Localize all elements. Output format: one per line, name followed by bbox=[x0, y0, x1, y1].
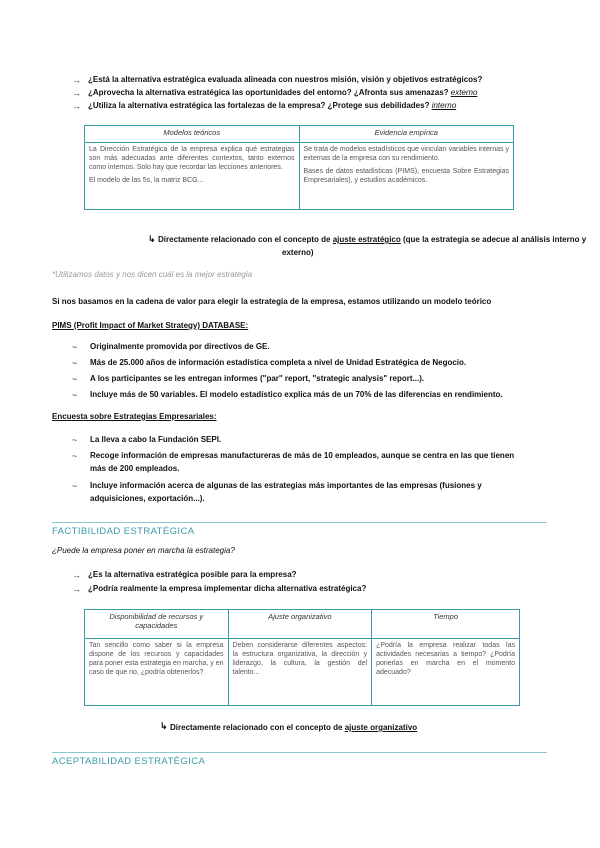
section-divider bbox=[52, 522, 547, 523]
table-cell-evidence bbox=[299, 143, 514, 210]
factibilidad-question: ¿Podría realmente la empresa implementar dicha alternativa estratégica? bbox=[88, 584, 367, 593]
table-header-resources: Disponibilidad de recursos y capacidades bbox=[85, 610, 229, 639]
encuesta-item: La lleva a cabo la Fundación SEPI. bbox=[90, 435, 222, 444]
tilde-bullet-icon: ~ bbox=[72, 451, 78, 461]
question-3-emphasis: interno bbox=[431, 101, 457, 110]
table-cell-models bbox=[85, 143, 300, 210]
pims-item: Más de 25.000 años de información estadística completa a nivel de Unidad Estratégica de Negocio. bbox=[90, 358, 467, 367]
pims-title: PIMS (Profit Impact of Market Strategy) DATABASE: bbox=[52, 321, 249, 330]
tilde-bullet-icon: ~ bbox=[72, 435, 78, 445]
question-1: ¿Está la alternativa estratégica evaluada alineada con nuestros misión, visión y objetivos estratégicos? bbox=[88, 75, 483, 84]
evidence-example: Bases de datos estadísticas (PIMS), encuesta Sobre Estrategias Empresariales), y estudios académicos. bbox=[303, 168, 509, 184]
question-3 bbox=[88, 101, 456, 111]
table-header-time: Tiempo bbox=[372, 610, 520, 639]
encuesta-title: Encuesta sobre Estrategias Empresariales: bbox=[52, 412, 217, 421]
tilde-bullet-icon: ~ bbox=[72, 481, 78, 491]
pims-item: Originalmente promovida por directivos de GE. bbox=[90, 342, 270, 351]
table-cell-time: ¿Podría la empresa realizar todas las actividades necesarias a tiempo? ¿Podría ponerlas en marcha en el momento adecuado? bbox=[372, 639, 520, 706]
tilde-bullet-icon: ~ bbox=[72, 390, 78, 400]
arrow-bullet-icon: → bbox=[72, 88, 81, 98]
note2-term: ajuste organizativo bbox=[344, 723, 418, 732]
organizational-fit-note bbox=[170, 723, 417, 733]
note1-suffix: (que la estrategia se adecue al análisis interno y bbox=[400, 235, 587, 244]
pims-item: Incluye más de 50 variables. El modelo estadístico explica más de un 70% de las diferencias en rendimiento. bbox=[90, 390, 503, 399]
encuesta-item: Incluye información acerca de algunas de las estrategias más importantes de las empresas (fusiones y bbox=[90, 481, 482, 490]
strategic-fit-note-line2: externo) bbox=[282, 248, 314, 257]
feasibility-table bbox=[84, 609, 520, 706]
note2-prefix: Directamente relacionado con el concepto de bbox=[170, 723, 345, 732]
models-table bbox=[84, 125, 514, 210]
arrow-bullet-icon: → bbox=[72, 75, 81, 85]
question-2 bbox=[88, 88, 477, 98]
arrow-bullet-icon: → bbox=[72, 101, 81, 111]
models-description: La Dirección Estratégica de la empresa explica qué estrategias son más adecuadas ante diferentes contextos, tanto externos como internos. Solo hay que recordar las lecciones anteriores. bbox=[89, 146, 295, 171]
encuesta-item: Recoge información de empresas manufactureras de más de 10 empleados, aunque se centra en las que tienen bbox=[90, 451, 515, 460]
table-cell-resources: Tan sencillo como saber si la empresa dispone de los recursos y capacidades para poner esta estrategia en marcha, y en caso de que no, ¿podría obtenerlos? bbox=[85, 639, 229, 706]
table-header-evidence: Evidencia empírica bbox=[299, 126, 514, 143]
note1-prefix: Directamente relacionado con el concepto de bbox=[158, 235, 333, 244]
comment-text: *Utilizamos datos y nos dicen cuál es la mejor estrategia bbox=[52, 270, 253, 279]
evidence-description: Se trata de modelos estadísticos que vinculan variables internas y externas de la empresa con su rendimiento. bbox=[303, 146, 509, 162]
encuesta-item-cont: adquisiciones, exportación...). bbox=[90, 494, 205, 503]
tilde-bullet-icon: ~ bbox=[72, 342, 78, 352]
models-example: El modelo de las 5s, la matriz BCG... bbox=[89, 177, 204, 184]
factibilidad-question: ¿Es la alternativa estratégica posible para la empresa? bbox=[88, 570, 297, 579]
aceptabilidad-heading: ACEPTABILIDAD ESTRATÉGICA bbox=[52, 756, 206, 767]
question-3-text: ¿Utiliza la alternativa estratégica las fortalezas de la empresa? ¿Protege sus debilidades? bbox=[88, 101, 432, 110]
arrow-bullet-icon: → bbox=[72, 584, 81, 594]
table-cell-organizational-fit: Deben considerarse diferentes aspectos: la estructura organizativa, la dirección y liderazgo, la cultura, la gestión del talento... bbox=[228, 639, 372, 706]
question-2-emphasis: externo bbox=[450, 88, 478, 97]
table-header-models: Modelos teóricos bbox=[85, 126, 300, 143]
factibilidad-heading: FACTIBILIDAD ESTRATÉGICA bbox=[52, 526, 195, 537]
tilde-bullet-icon: ~ bbox=[72, 374, 78, 384]
arrow-bullet-icon: → bbox=[72, 570, 81, 580]
corner-arrow-icon: ↳ bbox=[148, 234, 156, 244]
note1-term: ajuste estratégico bbox=[332, 235, 401, 244]
question-2-text: ¿Aprovecha la alternativa estratégica las oportunidades del entorno? ¿Afronta sus amenazas? bbox=[88, 88, 451, 97]
pims-item: A los participantes se les entregan informes ("par" report, "strategic analysis" report...). bbox=[90, 374, 425, 383]
section-divider bbox=[52, 752, 547, 753]
corner-arrow-icon: ↳ bbox=[160, 721, 168, 731]
tilde-bullet-icon: ~ bbox=[72, 358, 78, 368]
encuesta-item-cont: más de 200 empleados. bbox=[90, 464, 180, 473]
value-chain-text: Si nos basamos en la cadena de valor para elegir la estrategia de la empresa, estamos utilizando un modelo teórico bbox=[52, 297, 492, 306]
strategic-fit-note bbox=[158, 235, 586, 245]
factibilidad-subtitle: ¿Puede la empresa poner en marcha la estrategia? bbox=[52, 546, 235, 555]
table-header-organizational-fit: Ajuste organizativo bbox=[228, 610, 372, 639]
